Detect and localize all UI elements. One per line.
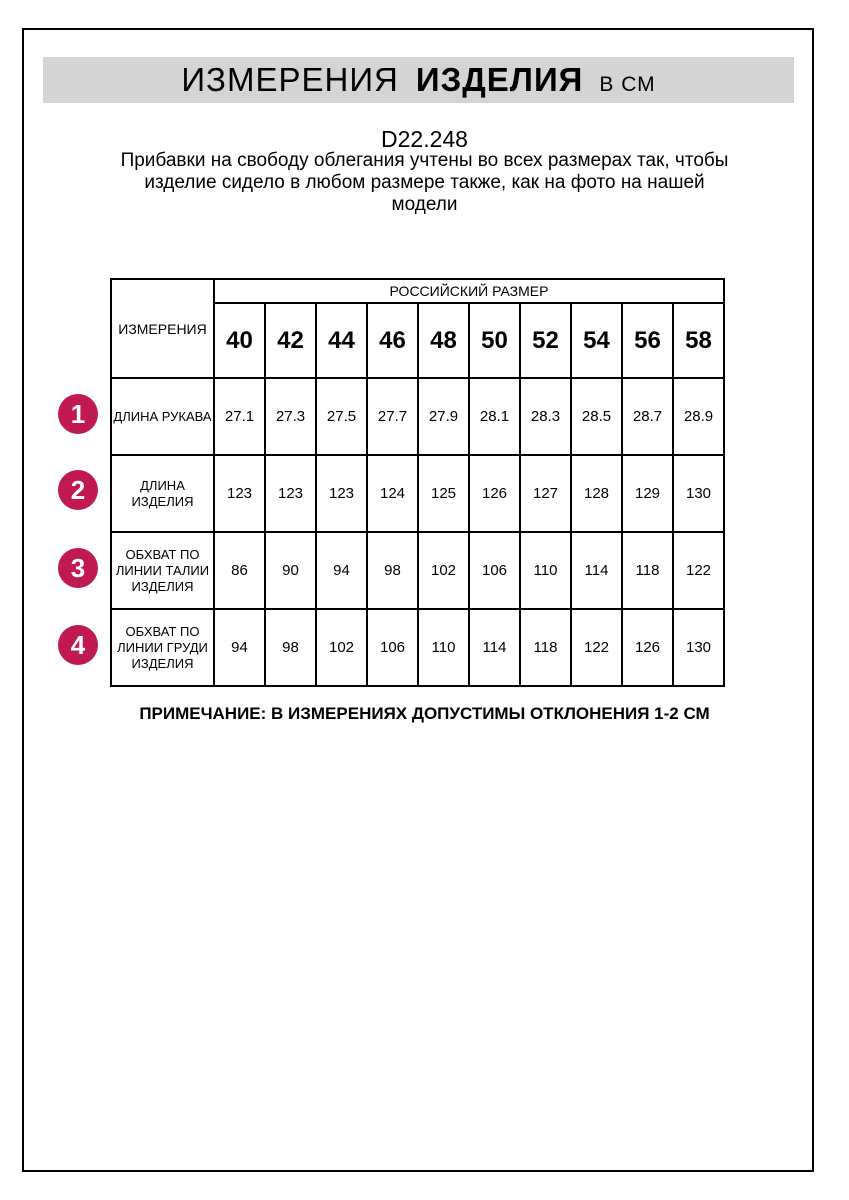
table-row-product-length [111, 455, 724, 532]
measurement-value-cell: 114 [571, 532, 622, 609]
measurement-label-cell: ДЛИНА ИЗДЕЛИЯ [111, 455, 214, 532]
measurement-value-cell: 128 [571, 455, 622, 532]
size-header-cell: 50 [469, 303, 520, 378]
measurement-value-cell: 86 [214, 532, 265, 609]
measurement-value-cell: 27.1 [214, 378, 265, 455]
title-units: В СМ [599, 73, 656, 96]
measurement-value-cell: 123 [265, 455, 316, 532]
size-header-cell: 56 [622, 303, 673, 378]
page-title [181, 61, 655, 99]
row-number-badge: 4 [58, 625, 98, 665]
corner-header-cell: ИЗМЕРЕНИЯ [111, 279, 214, 378]
size-group-header-cell: РОССИЙСКИЙ РАЗМЕР [214, 279, 724, 303]
measurement-value-cell: 125 [418, 455, 469, 532]
measurement-value-cell: 106 [367, 609, 418, 686]
measurement-value-cell: 90 [265, 532, 316, 609]
size-table [110, 278, 725, 687]
measurement-value-cell: 94 [316, 532, 367, 609]
title-measurements: ИЗМЕРЕНИЯ [181, 61, 399, 98]
measurement-value-cell: 130 [673, 609, 724, 686]
measurement-value-cell: 127 [520, 455, 571, 532]
size-header-cell: 54 [571, 303, 622, 378]
measurement-value-cell: 118 [520, 609, 571, 686]
measurement-value-cell: 122 [673, 532, 724, 609]
measurement-value-cell: 28.9 [673, 378, 724, 455]
measurement-value-cell: 122 [571, 609, 622, 686]
title-banner [43, 57, 794, 103]
measurement-value-cell: 124 [367, 455, 418, 532]
measurement-value-cell: 118 [622, 532, 673, 609]
measurement-value-cell: 27.5 [316, 378, 367, 455]
measurement-value-cell: 27.9 [418, 378, 469, 455]
table-row-sleeve-length [111, 378, 724, 455]
size-header-cell: 40 [214, 303, 265, 378]
measurement-value-cell: 129 [622, 455, 673, 532]
measurement-value-cell: 27.3 [265, 378, 316, 455]
row-number-badge: 2 [58, 470, 98, 510]
measurement-value-cell: 27.7 [367, 378, 418, 455]
measurement-value-cell: 94 [214, 609, 265, 686]
tolerance-note: ПРИМЕЧАНИЕ: В ИЗМЕРЕНИЯХ ДОПУСТИМЫ ОТКЛОНЕНИЯ 1-2 СМ [139, 704, 710, 723]
table-row-chest-girth [111, 609, 724, 686]
measurement-value-cell: 106 [469, 532, 520, 609]
measurement-label-cell: ОБХВАТ ПО ЛИНИИ ГРУДИ ИЗДЕЛИЯ [111, 609, 214, 686]
table-row-waist-girth [111, 532, 724, 609]
size-header-cell: 42 [265, 303, 316, 378]
measurement-value-cell: 98 [367, 532, 418, 609]
row-number-badge: 3 [58, 548, 98, 588]
measurement-value-cell: 126 [622, 609, 673, 686]
fit-description: Прибавки на свободу облегания учтены во всех размерах так, чтобы изделие сидело в любом размере также, как на фото на нашей модели [120, 150, 729, 215]
table-group-header-row [111, 279, 724, 303]
measurement-value-cell: 126 [469, 455, 520, 532]
measurement-label-cell: ДЛИНА РУКАВА [111, 378, 214, 455]
measurement-value-cell: 98 [265, 609, 316, 686]
measurement-value-cell: 102 [418, 532, 469, 609]
measurement-value-cell: 110 [520, 532, 571, 609]
measurement-value-cell: 28.5 [571, 378, 622, 455]
measurement-value-cell: 114 [469, 609, 520, 686]
measurement-value-cell: 28.1 [469, 378, 520, 455]
measurement-value-cell: 123 [214, 455, 265, 532]
title-product: ИЗДЕЛИЯ [415, 61, 584, 98]
size-header-cell: 52 [520, 303, 571, 378]
measurement-value-cell: 123 [316, 455, 367, 532]
size-header-cell: 46 [367, 303, 418, 378]
size-header-cell: 44 [316, 303, 367, 378]
measurement-value-cell: 102 [316, 609, 367, 686]
size-header-cell: 58 [673, 303, 724, 378]
model-code: D22.248 [381, 126, 468, 152]
measurement-value-cell: 28.7 [622, 378, 673, 455]
measurement-value-cell: 28.3 [520, 378, 571, 455]
measurement-label-cell: ОБХВАТ ПО ЛИНИИ ТАЛИИ ИЗДЕЛИЯ [111, 532, 214, 609]
size-header-cell: 48 [418, 303, 469, 378]
row-number-badge: 1 [58, 394, 98, 434]
measurement-value-cell: 130 [673, 455, 724, 532]
measurement-value-cell: 110 [418, 609, 469, 686]
